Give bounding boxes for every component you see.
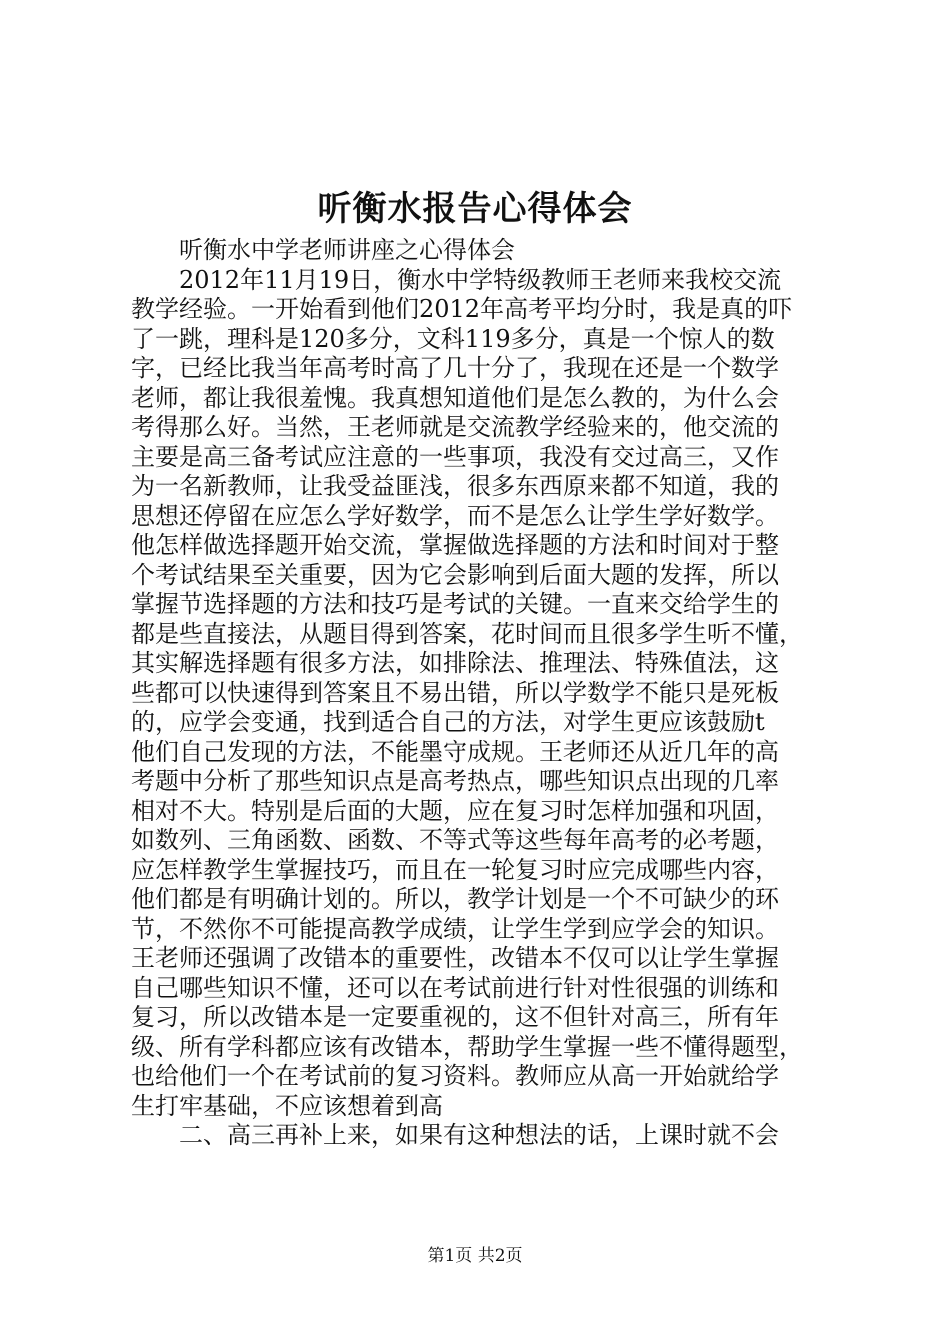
paragraph-line: 他们自己发现的方法，不能墨守成规。王老师还从近几年的高 bbox=[131, 737, 779, 766]
paragraph-line: 王老师还强调了改错本的重要性，改错本不仅可以让学生掌握 bbox=[131, 944, 779, 972]
paragraph-line: 考题中分析了那些知识点是高考热点，哪些知识点出现的几率 bbox=[131, 767, 779, 795]
paragraph-line: 其实解选择题有很多方法，如排除法、推理法、特殊值法，这 bbox=[131, 649, 779, 677]
paragraph-line: 2012年11月19日，衡水中学特级教师王老师来我校交流 bbox=[179, 265, 782, 294]
paragraph-line: 应怎样教学生掌握技巧，而且在一轮复习时应完成哪些内容， bbox=[131, 855, 779, 884]
paragraph-line: 的，应学会变通，找到适合自己的方法，对学生更应该鼓励t bbox=[131, 708, 765, 736]
paragraph-line: 老师，都让我很羞愧。我真想知道他们是怎么教的，为什么会 bbox=[131, 383, 779, 412]
paragraph-line: 他怎样做选择题开始交流，掌握做选择题的方法和时间对于整 bbox=[131, 531, 779, 559]
paragraph-line: 个考试结果至关重要，因为它会影响到后面大题的发挥，所以 bbox=[131, 560, 779, 589]
page-footer: 第1页 共2页 bbox=[427, 1246, 523, 1266]
document-body bbox=[131, 236, 841, 1151]
page-title: 听衡水报告心得体会 bbox=[317, 189, 633, 229]
paragraph-line: 主要是高三备考试应注意的一些事项，我没有交过高三，又作 bbox=[131, 442, 779, 471]
paragraph-line: 都是些直接法，从题目得到答案，花时间而且很多学生听不懂， bbox=[131, 619, 803, 648]
paragraph-line: 了一跳，理科是120多分，文科119多分，真是一个惊人的数 bbox=[131, 324, 775, 353]
paragraph-line: 他们都是有明确计划的。所以，教学计划是一个不可缺少的环 bbox=[131, 885, 779, 913]
paragraph-line: 为一名新教师，让我受益匪浅，很多东西原来都不知道，我的 bbox=[131, 472, 779, 500]
paragraph-line: 二、高三再补上来，如果有这种想法的话，上课时就不会 bbox=[179, 1121, 779, 1149]
paragraph-line: 些都可以快速得到答案且不易出错，所以学数学不能只是死板 bbox=[131, 678, 779, 707]
paragraph-line: 也给他们一个在考试前的复习资料。教师应从高一开始就给学 bbox=[131, 1062, 779, 1090]
paragraph-line: 节，不然你不可能提高教学成绩，让学生学到应学会的知识。 bbox=[131, 914, 779, 943]
paragraph-line: 掌握节选择题的方法和技巧是考试的关键。一直来交给学生的 bbox=[131, 590, 779, 618]
paragraph-line: 思想还停留在应怎么学好数学，而不是怎么让学生学好数学。 bbox=[131, 501, 779, 530]
paragraph-line: 如数列、三角函数、函数、不等式等这些每年高考的必考题， bbox=[131, 826, 779, 854]
paragraph-line: 级、所有学科都应该有改错本，帮助学生掌握一些不懂得题型， bbox=[131, 1032, 803, 1061]
paragraph-line: 自己哪些知识不懂，还可以在考试前进行针对性很强的训练和 bbox=[131, 973, 779, 1002]
paragraph-line: 字，已经比我当年高考时高了几十分了，我现在还是一个数学 bbox=[131, 354, 779, 382]
paragraph-line: 相对不大。特别是后面的大题，应在复习时怎样加强和巩固， bbox=[131, 796, 779, 825]
paragraph-line: 考得那么好。当然，王老师就是交流教学经验来的，他交流的 bbox=[131, 413, 779, 441]
paragraph-line: 生打牢基础，不应该想着到高 bbox=[131, 1091, 443, 1120]
paragraph-line: 教学经验。一开始看到他们2012年高考平均分时，我是真的吓 bbox=[131, 295, 793, 323]
subtitle-line: 听衡水中学老师讲座之心得体会 bbox=[179, 236, 515, 264]
paragraph-line: 复习，所以改错本是一定要重视的，这不但针对高三，所有年 bbox=[131, 1003, 779, 1031]
